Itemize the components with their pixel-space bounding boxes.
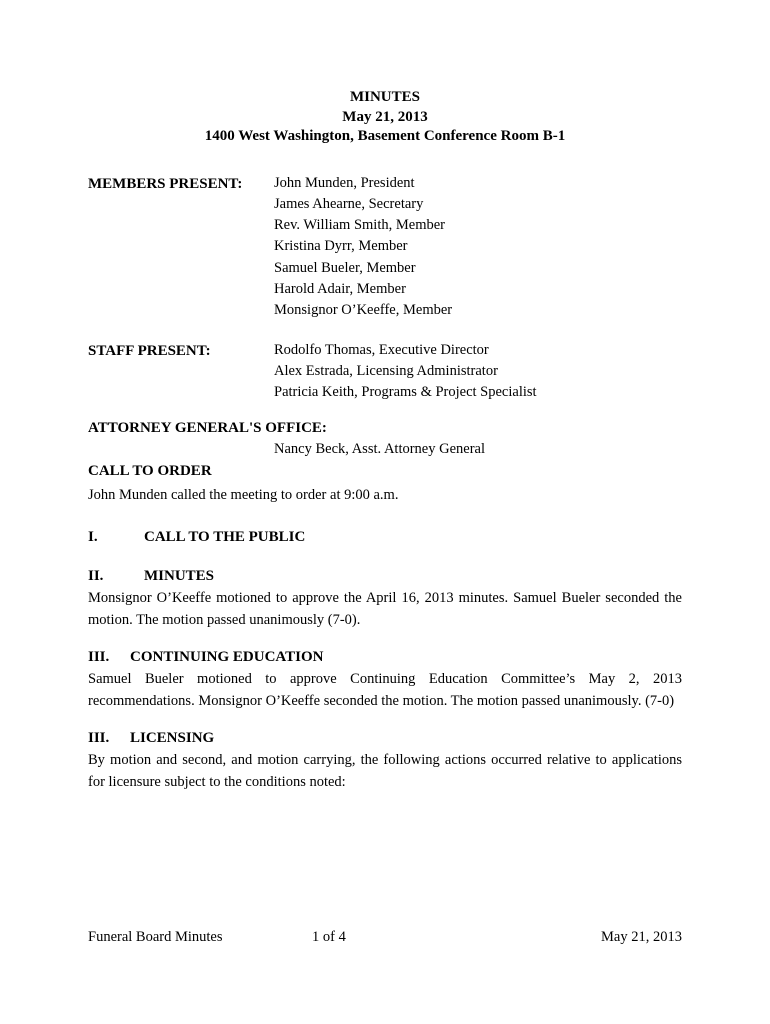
document-heading [88,88,682,147]
section-body: Monsignor O’Keeffe motioned to approve the April 16, 2013 minutes. Samuel Bueler seconded the motion. The motion passed unanimously (7-0). [88,589,682,628]
spacer [88,712,682,730]
section-call-to-the-public [88,529,682,546]
list-item: Rev. William Smith, Member [274,217,445,234]
footer-document-title: Funeral Board Minutes [88,929,223,945]
call-to-order-block [88,460,682,507]
section-heading [88,730,682,747]
staff-present-list [274,340,537,404]
section-licensing [88,730,682,793]
attorney-general-label: ATTORNEY GENERAL'S OFFICE: [88,419,327,436]
section-title: LICENSING [130,729,215,746]
section-minutes [88,568,682,631]
spacer [88,322,682,340]
section-number: I. [88,528,98,545]
section-title: CALL TO THE PUBLIC [144,528,306,545]
attorney-general-block [88,417,682,460]
call-to-order-text: John Munden called the meeting to order at 9:00 a.m. [88,487,399,504]
section-continuing-education [88,649,682,712]
members-present-label: MEMBERS PRESENT: [88,175,243,192]
spacer [88,546,682,568]
list-item: Patricia Keith, Programs & Project Specialist [274,384,537,401]
footer-page-number: 1 of 4 [312,929,346,945]
section-heading [88,568,682,585]
staff-present-block [88,340,682,404]
section-body: Samuel Bueler motioned to approve Continuing Education Committee’s May 2, 2013 recommendations. Monsignor O’Keeffe seconded the motion. The motion passed unanimously. (7-0) [88,670,682,709]
section-number: II. [88,567,104,584]
call-to-order-heading: CALL TO ORDER [88,462,212,479]
list-item: Harold Adair, Member [274,281,406,298]
list-item: Samuel Bueler, Member [274,259,416,276]
section-number: III. [88,648,110,665]
spacer [88,404,682,417]
section-heading [88,529,682,546]
list-item: Kristina Dyrr, Member [274,238,408,255]
page-footer [88,929,682,946]
list-item: John Munden, President [274,174,415,191]
section-body: By motion and second, and motion carrying, the following actions occurred relative to applications for licensure subject to the conditions noted: [88,751,682,790]
members-present-list [274,173,452,322]
heading-line-3: 1400 West Washington, Basement Conference Room B-1 [204,128,566,144]
footer-date: May 21, 2013 [601,929,682,945]
spacer [88,507,682,529]
list-item: Nancy Beck, Asst. Attorney General [274,440,486,457]
section-title: MINUTES [144,567,215,584]
list-item: Rodolfo Thomas, Executive Director [274,341,489,358]
list-item: James Ahearne, Secretary [274,195,424,212]
heading-line-2: May 21, 2013 [342,108,428,125]
section-title: CONTINUING EDUCATION [130,648,324,665]
spacer [88,631,682,649]
members-present-block [88,173,682,322]
list-item: Alex Estrada, Licensing Administrator [274,363,498,379]
staff-present-label: STAFF PRESENT: [88,342,211,359]
list-item: Monsignor O’Keeffe, Member [274,302,453,319]
heading-line-1: MINUTES [349,89,420,105]
section-heading [88,649,682,666]
section-number: III. [88,729,110,746]
